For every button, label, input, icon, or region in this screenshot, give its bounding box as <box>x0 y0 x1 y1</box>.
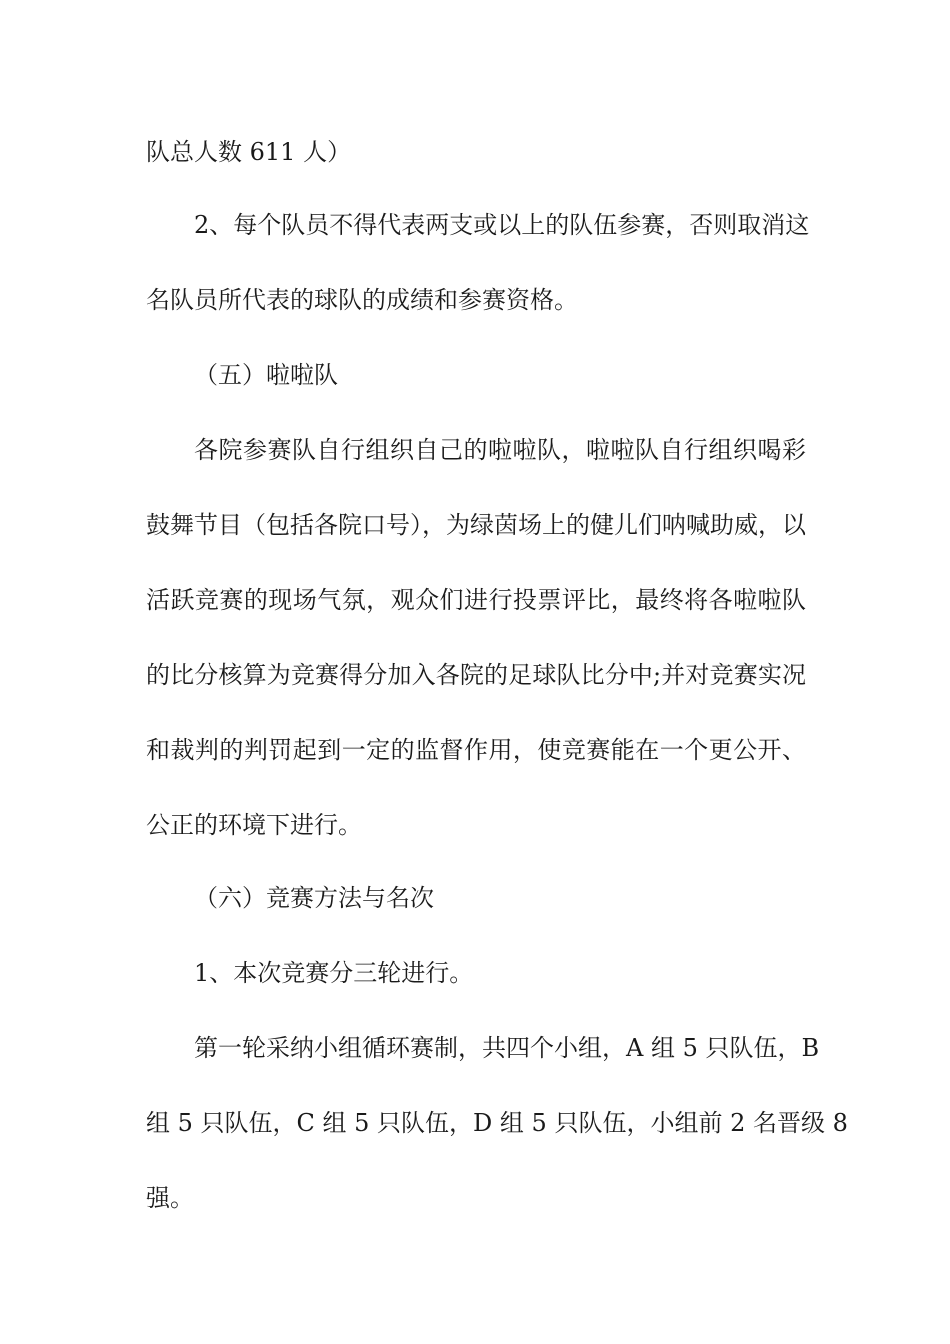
section-heading: （五）啦啦队 <box>194 361 338 389</box>
text-line: 组 5 只队伍，C 组 5 只队伍，D 组 5 只队伍，小组前 2 名晋级 8 <box>146 1109 848 1137</box>
text-line: 名队员所代表的球队的成绩和参赛资格。 <box>146 286 578 314</box>
text-line: 和裁判的判罚起到一定的监督作用，使竞赛能在一个更公开、 <box>146 736 806 764</box>
text-line: 1、本次竞赛分三轮进行。 <box>194 959 474 987</box>
text-line: 公正的环境下进行。 <box>146 811 362 839</box>
text-line: 活跃竞赛的现场气氛，观众们进行投票评比，最终将各啦啦队 <box>146 586 806 614</box>
section-heading: （六）竞赛方法与名次 <box>194 884 434 912</box>
text-line: 各院参赛队自行组织自己的啦啦队，啦啦队自行组织喝彩 <box>194 436 806 464</box>
text-line: 2、每个队员不得代表两支或以上的队伍参赛，否则取消这 <box>194 211 810 239</box>
text-line: 强。 <box>146 1184 194 1212</box>
text-line: 鼓舞节目（包括各院口号），为绿茵场上的健儿们呐喊助威，以 <box>146 511 806 539</box>
text-line: 队总人数 611 人） <box>146 138 352 166</box>
text-line: 的比分核算为竞赛得分加入各院的足球队比分中;并对竞赛实况 <box>146 661 806 689</box>
text-line: 第一轮采纳小组循环赛制，共四个小组，A 组 5 只队伍，B <box>194 1034 820 1062</box>
